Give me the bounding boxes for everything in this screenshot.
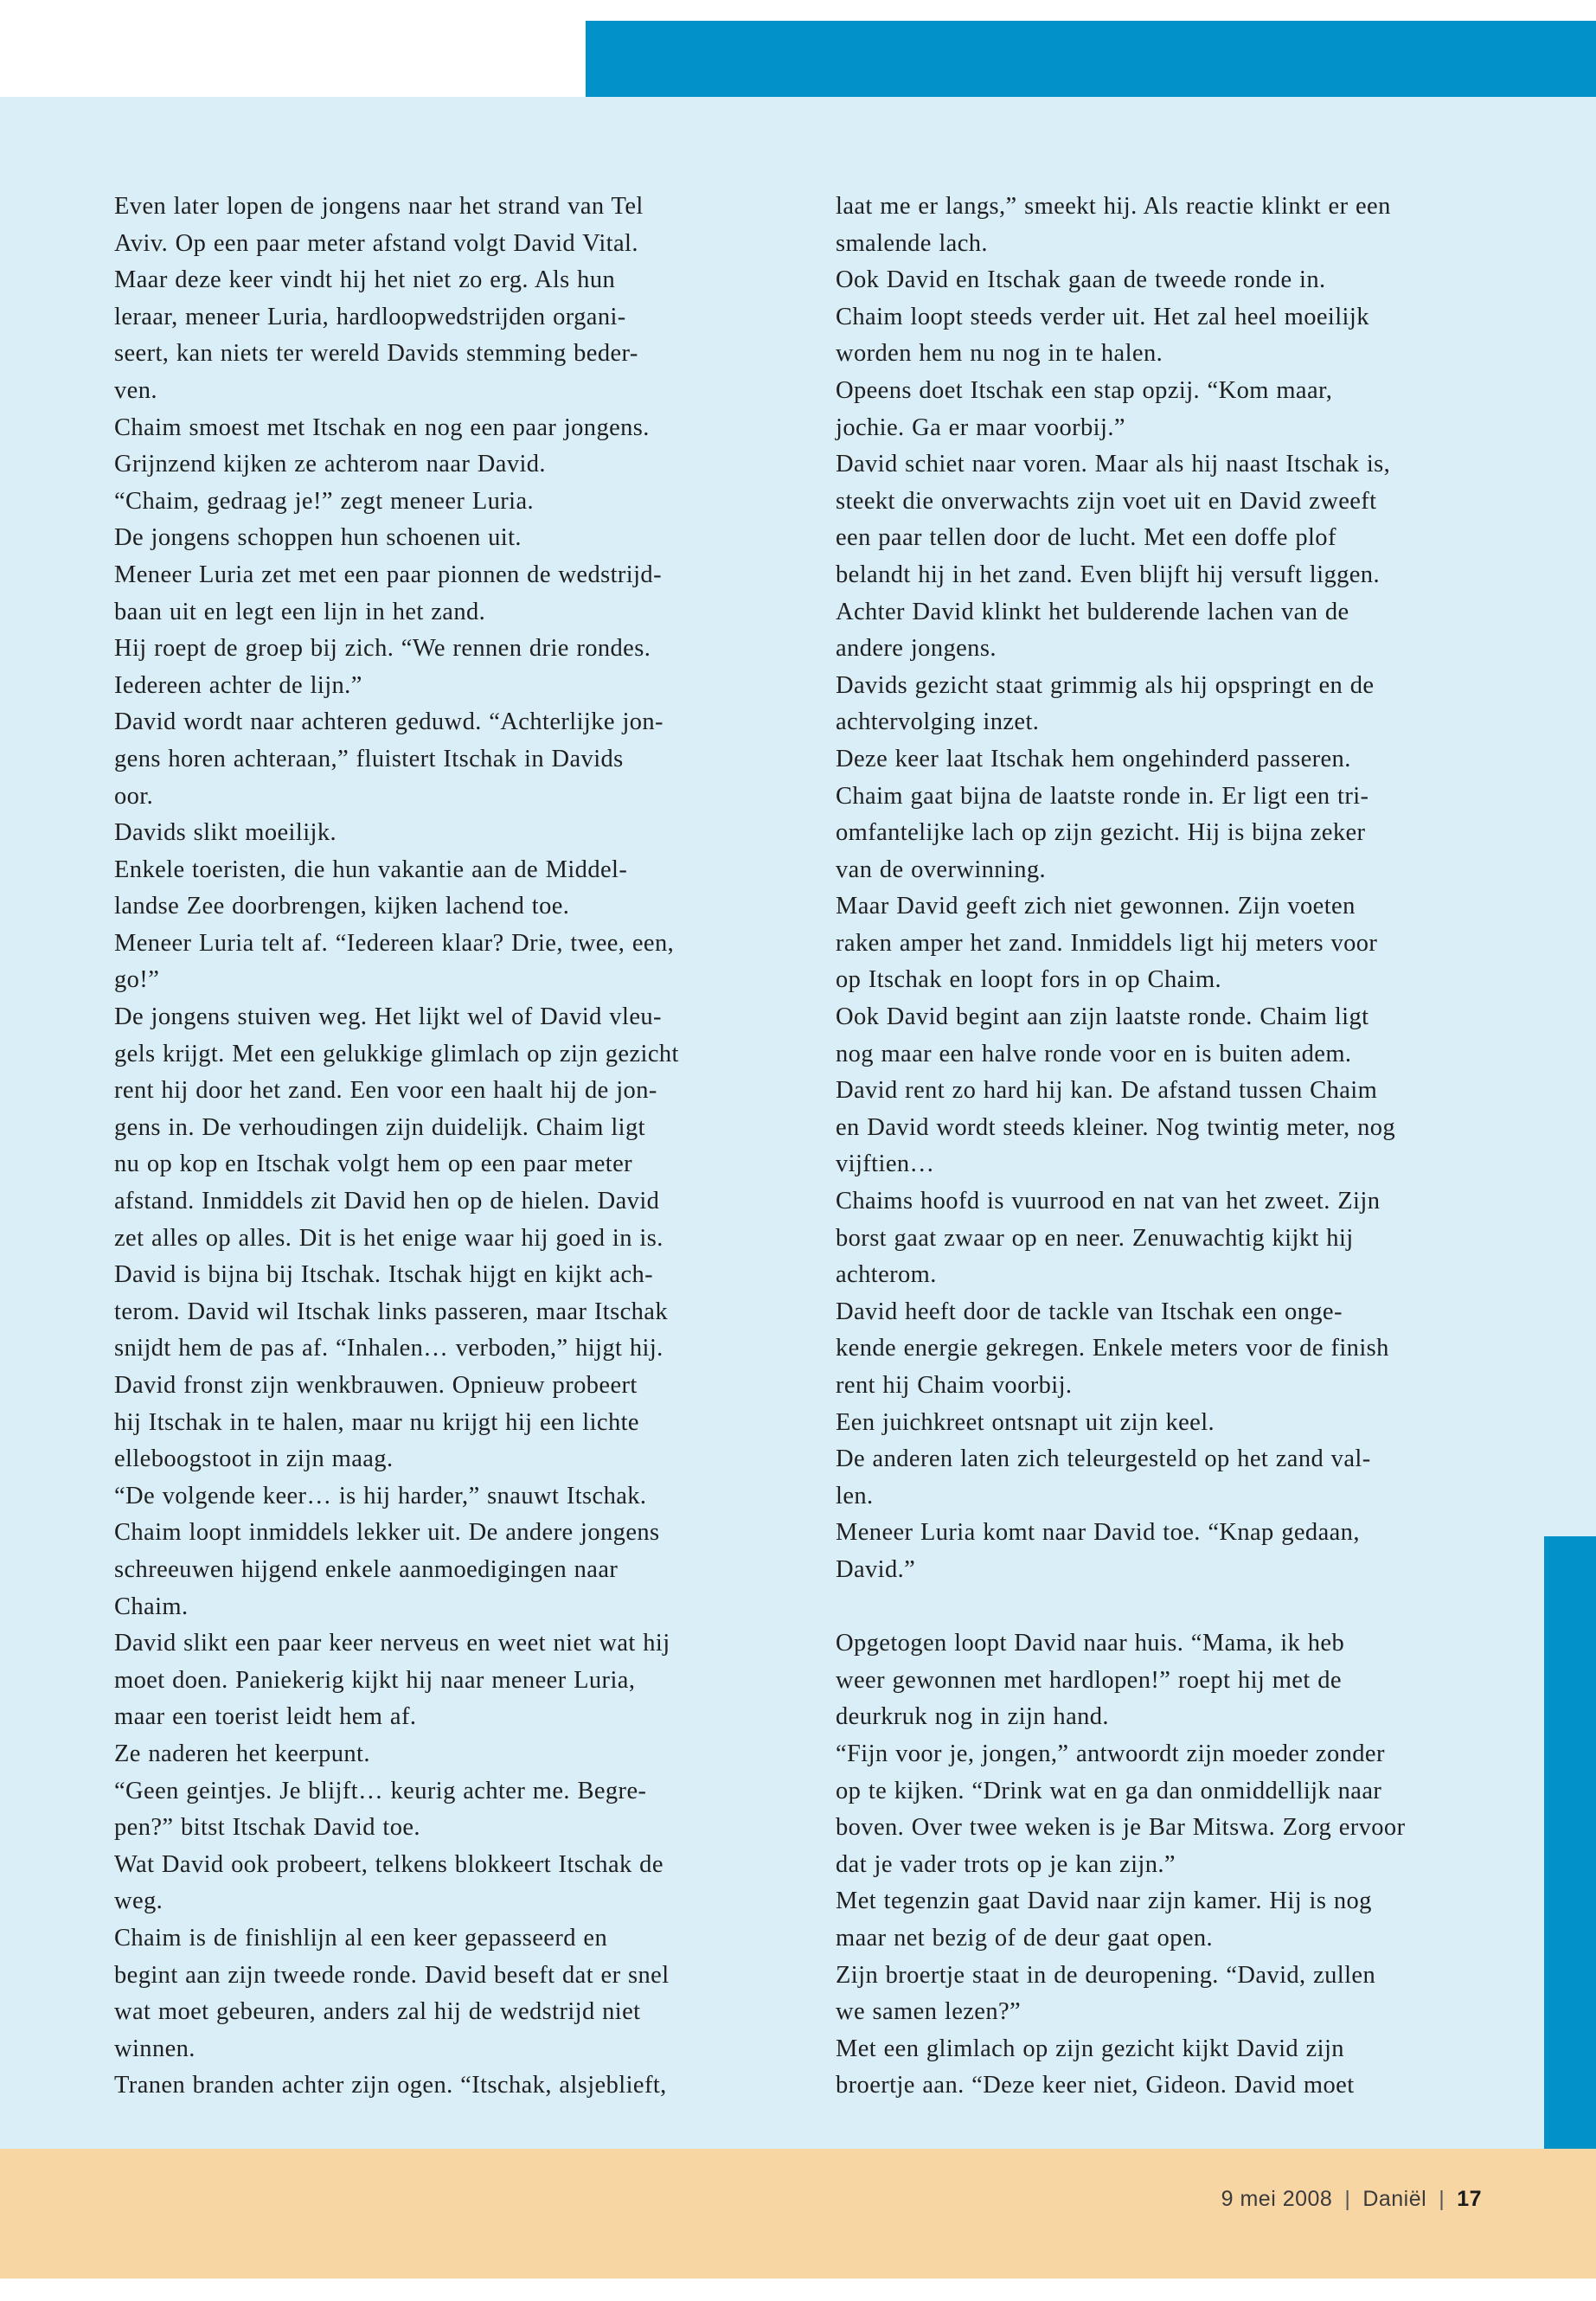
text-line: terom. David wil Itschak links passeren, maar Itschak bbox=[114, 1298, 668, 1325]
text-line: gens horen achteraan,” fluistert Itschak in Davids bbox=[114, 745, 624, 772]
text-line: Chaim loopt inmiddels lekker uit. De andere jongens bbox=[114, 1519, 660, 1547]
text-line: Meneer Luria telt af. “Iedereen klaar? Drie, twee, een, bbox=[114, 929, 675, 957]
text-line: David schiet naar voren. Maar als hij naast Itschak is, bbox=[836, 451, 1391, 478]
text-line: we samen lezen?” bbox=[836, 1998, 1022, 2026]
footer-separator: | bbox=[1439, 2187, 1445, 2211]
text-line: begint aan zijn tweede ronde. David beseft dat er snel bbox=[114, 1961, 670, 1989]
text-line: schreeuwen hijgend enkele aanmoedigingen naar bbox=[114, 1555, 619, 1583]
text-line: ven. bbox=[114, 376, 157, 404]
text-line: David slikt een paar keer nerveus en weet niet wat hij bbox=[114, 1630, 670, 1657]
text-line: snijdt hem de pas af. “Inhalen… verboden,” hijgt hij. bbox=[114, 1335, 663, 1362]
text-line: kende energie gekregen. Enkele meters voor de finish bbox=[836, 1335, 1389, 1362]
text-line: deurkruk nog in zijn hand. bbox=[836, 1703, 1109, 1731]
text-line: Meneer Luria zet met een paar pionnen de wedstrijd- bbox=[114, 561, 662, 588]
text-line: seert, kan niets ter wereld Davids stemming beder- bbox=[114, 340, 638, 368]
text-column-left bbox=[114, 189, 806, 2105]
text-line: afstand. Inmiddels zit David hen op de hielen. David bbox=[114, 1188, 660, 1215]
text-line: Enkele toeristen, die hun vakantie aan de Middel- bbox=[114, 856, 628, 883]
text-line: “Fijn voor je, jongen,” antwoordt zijn moeder zonder bbox=[836, 1740, 1385, 1767]
text-line: Maar David geeft zich niet gewonnen. Zijn voeten bbox=[836, 893, 1356, 920]
footer-separator: | bbox=[1344, 2187, 1351, 2211]
text-line: go!” bbox=[114, 966, 160, 994]
text-line: De jongens schoppen hun schoenen uit. bbox=[114, 524, 522, 552]
text-line: achterom. bbox=[836, 1261, 937, 1289]
text-line: Ze naderen het keerpunt. bbox=[114, 1740, 370, 1767]
text-line: elleboogstoot in zijn maag. bbox=[114, 1445, 394, 1473]
text-line: Aviv. Op een paar meter afstand volgt David Vital. bbox=[114, 229, 638, 257]
text-line: nog maar een halve ronde voor en is buiten adem. bbox=[836, 1040, 1352, 1067]
text-line: weer gewonnen met hardlopen!” roept hij met de bbox=[836, 1666, 1342, 1694]
footer-band bbox=[0, 2149, 1596, 2279]
text-line: Davids gezicht staat grimmig als hij opspringt en de bbox=[836, 671, 1375, 699]
text-line: smalende lach. bbox=[836, 229, 988, 257]
text-line: “Chaim, gedraag je!” zegt meneer Luria. bbox=[114, 487, 535, 515]
text-line: Chaim. bbox=[114, 1593, 189, 1620]
text-line: David heeft door de tackle van Itschak een onge- bbox=[836, 1298, 1343, 1325]
text-line: gens in. De verhoudingen zijn duidelijk. Chaim ligt bbox=[114, 1113, 645, 1141]
text-line: winnen. bbox=[114, 2035, 195, 2062]
text-line: achtervolging inzet. bbox=[836, 708, 1040, 736]
text-line: dat je vader trots op je kan zijn.” bbox=[836, 1850, 1176, 1878]
text-line: van de overwinning. bbox=[836, 856, 1047, 883]
text-line: steekt die onverwachts zijn voet uit en David zweeft bbox=[836, 487, 1377, 515]
text-line: op te kijken. “Drink wat en ga dan onmiddellijk naar bbox=[836, 1777, 1382, 1804]
text-line: oor. bbox=[114, 782, 154, 810]
issue-date: 9 mei 2008 bbox=[1221, 2187, 1333, 2211]
text-line: David is bijna bij Itschak. Itschak hijgt en kijkt ach- bbox=[114, 1261, 654, 1289]
text-line: Zijn broertje staat in de deuropening. “David, zullen bbox=[836, 1961, 1376, 1989]
text-line: jochie. Ga er maar voorbij.” bbox=[836, 413, 1125, 441]
text-line: een paar tellen door de lucht. Met een doffe plof bbox=[836, 524, 1336, 552]
text-line: worden hem nu nog in te halen. bbox=[836, 340, 1163, 368]
text-line: David fronst zijn wenkbrauwen. Opnieuw probeert bbox=[114, 1372, 638, 1399]
text-line: omfantelijke lach op zijn gezicht. Hij is bijna zeker bbox=[836, 819, 1366, 847]
text-line: Davids slikt moeilijk. bbox=[114, 819, 337, 847]
text-line: maar net bezig of de deur gaat open. bbox=[836, 1924, 1214, 1952]
text-line: borst gaat zwaar op en neer. Zenuwachtig kijkt hij bbox=[836, 1224, 1354, 1252]
text-line: Wat David ook probeert, telkens blokkeert Itschak de bbox=[114, 1850, 663, 1878]
text-line bbox=[836, 1589, 1545, 1626]
text-line: Chaim smoest met Itschak en nog een paar jongens. bbox=[114, 413, 650, 441]
text-line: Chaims hoofd is vuurrood en nat van het zweet. Zijn bbox=[836, 1188, 1381, 1215]
text-line: Ook David begint aan zijn laatste ronde. Chaim ligt bbox=[836, 1003, 1369, 1031]
text-line: len. bbox=[836, 1482, 874, 1509]
text-line: landse Zee doorbrengen, kijken lachend toe. bbox=[114, 893, 570, 920]
text-line: belandt hij in het zand. Even blijft hij versuft liggen. bbox=[836, 561, 1380, 588]
text-line: andere jongens. bbox=[836, 635, 997, 663]
text-line: hij Itschak in te halen, maar nu krijgt hij een lichte bbox=[114, 1408, 639, 1436]
text-line: De anderen laten zich teleurgesteld op het zand val- bbox=[836, 1445, 1371, 1473]
text-line: Iedereen achter de lijn.” bbox=[114, 671, 362, 699]
text-line: maar een toerist leidt hem af. bbox=[114, 1703, 417, 1731]
text-line: zet alles op alles. Dit is het enige waar hij goed in is. bbox=[114, 1224, 663, 1252]
text-line: gels krijgt. Met een gelukkige glimlach op zijn gezicht bbox=[114, 1040, 679, 1067]
text-line: Met tegenzin gaat David naar zijn kamer. Hij is nog bbox=[836, 1888, 1372, 1915]
text-line: vijftien… bbox=[836, 1150, 935, 1178]
text-line: laat me er langs,” smeekt hij. Als reactie klinkt er een bbox=[836, 193, 1391, 220]
text-line: moet doen. Paniekerig kijkt hij naar meneer Luria, bbox=[114, 1666, 636, 1694]
text-line: boven. Over twee weken is je Bar Mitswa. Zorg ervoor bbox=[836, 1814, 1406, 1842]
text-line: Opeens doet Itschak een stap opzij. “Kom maar, bbox=[836, 376, 1333, 404]
text-line: Een juichkreet ontsnapt uit zijn keel. bbox=[836, 1408, 1215, 1436]
text-line: leraar, meneer Luria, hardloopwedstrijden organi- bbox=[114, 303, 626, 330]
text-line: wat moet gebeuren, anders zal hij de wedstrijd niet bbox=[114, 1998, 641, 2026]
text-line: Met een glimlach op zijn gezicht kijkt David zijn bbox=[836, 2035, 1344, 2062]
text-line: Chaim gaat bijna de laatste ronde in. Er ligt een tri- bbox=[836, 782, 1369, 810]
page-number: 17 bbox=[1457, 2187, 1482, 2211]
text-column-right bbox=[836, 189, 1545, 2105]
text-line: Chaim is de finishlijn al een keer gepasseerd en bbox=[114, 1924, 608, 1952]
text-line: Deze keer laat Itschak hem ongehinderd passeren. bbox=[836, 745, 1351, 772]
text-line: Tranen branden achter zijn ogen. “Itschak, alsjeblieft, bbox=[114, 2072, 667, 2099]
text-line: Ook David en Itschak gaan de tweede ronde in. bbox=[836, 266, 1326, 294]
text-line: en David wordt steeds kleiner. Nog twintig meter, nog bbox=[836, 1113, 1396, 1141]
text-line: De jongens stuiven weg. Het lijkt wel of David vleu- bbox=[114, 1003, 662, 1031]
text-line: broertje aan. “Deze keer niet, Gideon. David moet bbox=[836, 2072, 1355, 2099]
text-line: Even later lopen de jongens naar het strand van Tel bbox=[114, 193, 644, 220]
text-line: rent hij Chaim voorbij. bbox=[836, 1372, 1073, 1399]
text-line: nu op kop en Itschak volgt hem op een paar meter bbox=[114, 1150, 633, 1178]
header-color-bar bbox=[586, 21, 1596, 97]
text-line: Meneer Luria komt naar David toe. “Knap gedaan, bbox=[836, 1519, 1360, 1547]
text-line: Hij roept de groep bij zich. “We rennen drie rondes. bbox=[114, 635, 651, 663]
text-line: Achter David klinkt het bulderende lachen van de bbox=[836, 598, 1349, 625]
text-line: Maar deze keer vindt hij het niet zo erg. Als hun bbox=[114, 266, 616, 294]
text-line: Grijnzend kijken ze achterom naar David. bbox=[114, 451, 546, 478]
text-line: David rent zo hard hij kan. De afstand tussen Chaim bbox=[836, 1077, 1378, 1105]
side-color-tab bbox=[1544, 1536, 1596, 2149]
text-line: weg. bbox=[114, 1888, 163, 1915]
text-line: “Geen geintjes. Je blijft… keurig achter me. Begre- bbox=[114, 1777, 647, 1804]
footer-info bbox=[1221, 2187, 1482, 2212]
text-line: “De volgende keer… is hij harder,” snauwt Itschak. bbox=[114, 1482, 647, 1509]
magazine-name: Daniël bbox=[1362, 2187, 1427, 2211]
text-line: David.” bbox=[836, 1555, 916, 1583]
text-line: Opgetogen loopt David naar huis. “Mama, ik heb bbox=[836, 1630, 1345, 1657]
text-line: pen?” bitst Itschak David toe. bbox=[114, 1814, 420, 1842]
text-line: rent hij door het zand. Een voor een haalt hij de jon- bbox=[114, 1077, 657, 1105]
text-line: raken amper het zand. Inmiddels ligt hij meters voor bbox=[836, 929, 1378, 957]
text-line: Chaim loopt steeds verder uit. Het zal heel moeilijk bbox=[836, 303, 1369, 330]
text-line: David wordt naar achteren geduwd. “Achterlijke jon- bbox=[114, 708, 663, 736]
text-line: op Itschak en loopt fors in op Chaim. bbox=[836, 966, 1222, 994]
text-line: baan uit en legt een lijn in het zand. bbox=[114, 598, 486, 625]
